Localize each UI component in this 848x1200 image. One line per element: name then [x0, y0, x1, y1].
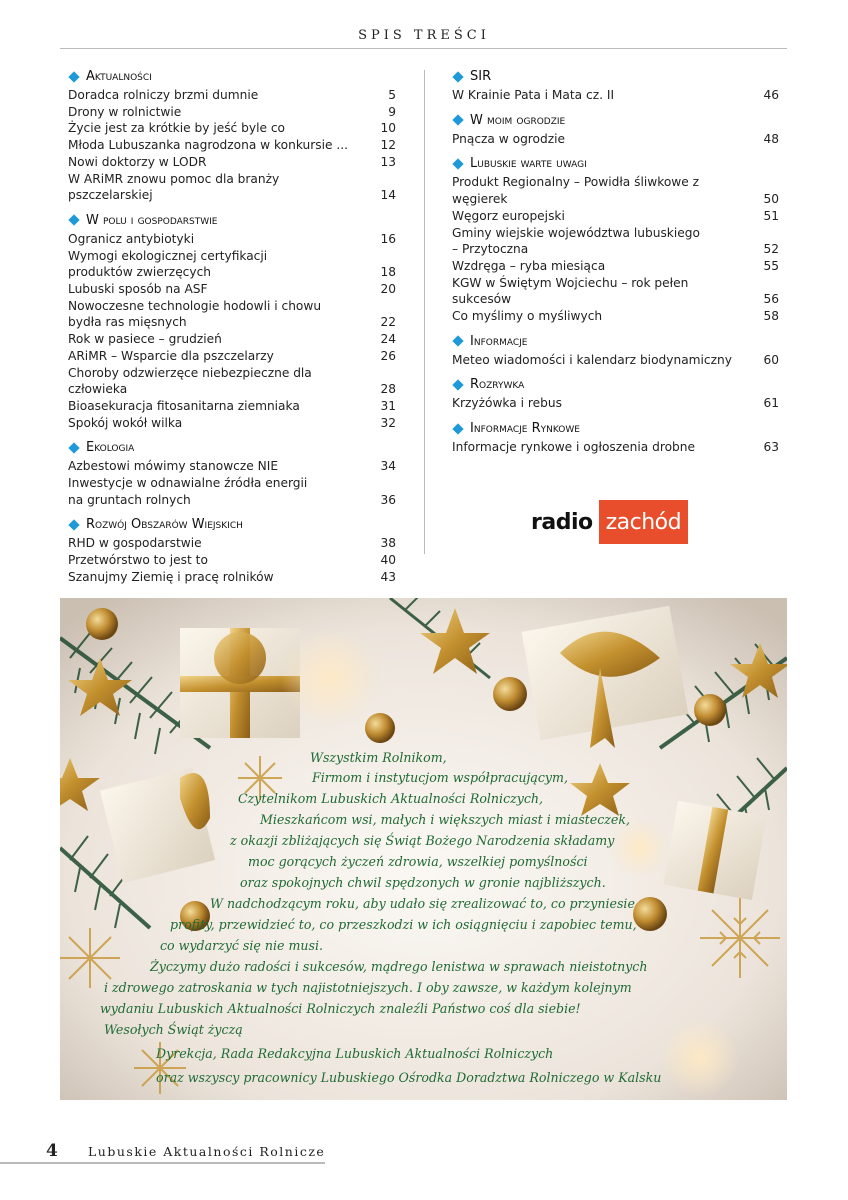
greeting-line: moc gorących życzeń zdrowia, wszelkiej pomyślności — [248, 854, 588, 869]
footer-divider — [0, 1162, 325, 1164]
toc-entry-page: 46 — [763, 88, 779, 102]
toc-entry-page: 20 — [380, 282, 396, 297]
diamond-bullet-icon — [68, 519, 79, 530]
section-heading — [452, 68, 779, 85]
toc-entry[interactable] — [68, 458, 396, 475]
toc-entry[interactable] — [452, 352, 779, 369]
toc-entry[interactable] — [68, 248, 396, 281]
toc-entry[interactable] — [452, 308, 779, 325]
toc-entry[interactable] — [68, 398, 396, 415]
toc-entry[interactable] — [452, 395, 779, 412]
toc-entry-page: 14 — [380, 188, 396, 203]
toc-entry[interactable] — [452, 208, 779, 225]
toc-entry[interactable] — [68, 104, 396, 121]
toc-entry[interactable] — [68, 231, 396, 248]
toc-section — [452, 68, 779, 104]
toc-entry[interactable] — [452, 225, 779, 258]
toc-entry[interactable] — [68, 475, 396, 508]
toc-entry-title: RHD w gospodarstwie — [68, 536, 202, 551]
toc-entry-page: 16 — [380, 231, 396, 246]
toc-entry-title: Co myślimy o myśliwych — [452, 309, 603, 324]
toc-entry-title: Azbestowi mówimy stanowcze NIE — [68, 459, 279, 474]
toc-entry[interactable] — [68, 552, 396, 569]
toc-entry-title: Meteo wiadomości i kalendarz biodynamiczny — [452, 352, 732, 367]
section-heading-label: Lubuskie warte uwagi — [470, 156, 587, 172]
toc-entry-page: 50 — [763, 192, 779, 207]
greeting-line: Wesołych Świąt życzą — [104, 1022, 243, 1037]
toc-entry[interactable] — [452, 131, 779, 148]
toc-entry-page: 9 — [388, 104, 396, 119]
toc-entry-page: 40 — [380, 553, 396, 568]
toc-entry[interactable] — [68, 348, 396, 365]
toc-entry-title: Wzdręga – ryba miesiąca — [452, 258, 606, 273]
toc-entry[interactable] — [68, 535, 396, 552]
toc-entry-title: Doradca rolniczy brzmi dumnie — [68, 88, 259, 102]
section-heading-label: SIR — [470, 69, 492, 84]
toc-entry-page: 34 — [380, 459, 396, 474]
toc-entry-page: 18 — [380, 265, 396, 280]
toc-entry-title: Przetwórstwo to jest to — [68, 553, 208, 568]
section-heading-label: Rozrywka — [470, 377, 525, 393]
toc-entry-page: 38 — [380, 536, 396, 551]
section-heading-label: W moim ogrodzie — [470, 112, 566, 128]
section-heading — [68, 212, 396, 229]
toc-entry-title: W Krainie Pata i Mata cz. II — [452, 88, 615, 102]
greeting-text — [60, 598, 787, 1100]
toc-section — [68, 516, 396, 585]
toc-entry-title: Inwestycje w odnawialne źródła energii na gruntach rolnych — [68, 476, 308, 507]
greeting-line: i zdrowego zatroskania w tych najistotniejszych. I oby zawsze, w każdym kolejnym — [104, 980, 632, 995]
section-heading — [452, 333, 779, 350]
toc-section — [68, 212, 396, 431]
toc-entry[interactable] — [68, 137, 396, 154]
section-heading — [452, 155, 779, 172]
toc-entry-page: 58 — [763, 309, 779, 324]
footer-page-number: 4 — [46, 1141, 58, 1161]
toc-entry-title: Produkt Regionalny – Powidła śliwkowe z węgierek — [452, 175, 700, 207]
toc-entry[interactable] — [68, 154, 396, 171]
toc-entry-title: Informacje rynkowe i ogłoszenia drobne — [452, 440, 695, 455]
footer-publication-title: Lubuskie Aktualności Rolnicze — [88, 1144, 326, 1159]
toc-section — [68, 68, 396, 204]
toc-section — [452, 112, 779, 148]
greeting-line: Życzymy dużo radości i sukcesów, mądrego lenistwa w sprawach nieistotnych — [150, 959, 648, 974]
toc-entry-page: 28 — [380, 382, 396, 397]
toc-entry-page: 51 — [763, 208, 779, 223]
toc-entry-page: 32 — [380, 415, 396, 430]
section-heading-label: Informacje Rynkowe — [470, 421, 580, 437]
toc-entry-page: 63 — [763, 440, 779, 455]
section-heading-label: Ekologia — [86, 440, 135, 456]
toc-entry-page: 48 — [763, 131, 779, 146]
toc-section — [68, 439, 396, 508]
toc-entry[interactable] — [68, 331, 396, 348]
greeting-line: oraz spokojnych chwil spędzonych w gronie najbliższych. — [240, 875, 606, 890]
toc-entry-title: Lubuski sposób na ASF — [68, 282, 208, 297]
logo-word-radio: radio — [531, 509, 593, 535]
section-heading-label: Aktualności — [86, 69, 152, 84]
diamond-bullet-icon — [68, 215, 79, 226]
toc-entry-title: ARiMR – Wsparcie dla pszczelarzy — [68, 348, 274, 363]
toc-entry[interactable] — [68, 281, 396, 298]
toc-entry[interactable] — [452, 87, 779, 104]
toc-entry-page: 43 — [380, 569, 396, 584]
toc-entry-title: Młoda Lubuszanka nagrodzona w konkursie ... — [68, 138, 348, 153]
toc-entry-title: Wymogi ekologicznej certyfikacji produktów zwierzęcych — [68, 248, 268, 280]
toc-entry-page: 52 — [763, 242, 779, 257]
toc-entry-title: Gminy wiejskie województwa lubuskiego – Przytoczna — [452, 225, 700, 257]
toc-entry-title: Ogranicz antybiotyki — [68, 231, 195, 246]
toc-entry-title: Bioasekuracja fitosanitarna ziemniaka — [68, 398, 300, 413]
toc-entry-title: Węgorz europejski — [452, 208, 565, 223]
toc-entry-title: Drony w rolnictwie — [68, 104, 182, 119]
toc-entry-page: 12 — [380, 138, 396, 153]
greeting-line: profity, przewidzieć to, co przeszkodzi w ich osiągnięciu i zapobiec temu, — [170, 917, 637, 932]
toc-entry[interactable] — [68, 120, 396, 137]
section-heading-label: W polu i gospodarstwie — [86, 212, 218, 228]
section-heading — [68, 439, 396, 456]
toc-entry-title: Nowi doktorzy w LODR — [68, 154, 207, 169]
christmas-greeting-card — [60, 598, 787, 1100]
toc-entry[interactable] — [452, 174, 779, 207]
greeting-line: oraz wszyscy pracownicy Lubuskiego Ośrodka Doradztwa Rolniczego w Kalsku — [156, 1070, 662, 1085]
toc-entry-title: KGW w Świętym Wojciechu – rok pełen sukcesów — [452, 275, 689, 307]
toc-entry-page: 31 — [380, 398, 396, 413]
toc-entry-page: 22 — [380, 315, 396, 330]
toc-entry-page: 55 — [763, 258, 779, 273]
toc-entry[interactable] — [68, 87, 396, 104]
toc-entry-page: 61 — [763, 396, 779, 411]
toc-section — [452, 155, 779, 324]
section-heading-label: Rozwój Obszarów Wiejskich — [86, 517, 243, 533]
toc-entry-page: 60 — [763, 352, 779, 367]
toc-entry[interactable] — [68, 171, 396, 204]
toc-entry-page: 24 — [380, 332, 396, 347]
toc-entry-title: Pnącza w ogrodzie — [452, 131, 566, 146]
diamond-bullet-icon — [452, 336, 463, 347]
toc-entry-title: Krzyżówka i rebus — [452, 396, 562, 411]
toc-section — [452, 376, 779, 412]
section-heading — [452, 376, 779, 393]
toc-entry[interactable] — [68, 569, 396, 586]
toc-entry-page: 5 — [388, 88, 396, 102]
section-heading — [452, 420, 779, 437]
toc-entry-page: 10 — [380, 121, 396, 136]
greeting-line: Firmom i instytucjom współpracującym, — [312, 770, 568, 785]
toc-section — [452, 420, 779, 456]
diamond-bullet-icon — [68, 71, 79, 82]
toc-right-column — [452, 68, 779, 464]
greeting-line: Mieszkańcom wsi, małych i większych miast i miasteczek, — [260, 812, 630, 827]
toc-entry-page: 36 — [380, 492, 396, 507]
greeting-line: Dyrekcja, Rada Redakcyjna Lubuskich Aktualności Rolniczych — [156, 1046, 554, 1061]
greeting-line: W nadchodzącym roku, aby udało się zrealizować to, co przyniesie — [210, 896, 635, 911]
section-heading-label: Informacje — [470, 333, 528, 349]
toc-entry[interactable] — [452, 439, 779, 456]
toc-entry[interactable] — [68, 298, 396, 331]
toc-entry[interactable] — [452, 275, 779, 308]
toc-entry-title: Spokój wokół wilka — [68, 415, 183, 430]
section-heading — [68, 68, 396, 85]
toc-section — [452, 333, 779, 369]
toc-entry-title: W ARiMR znowu pomoc dla branży pszczelarskiej — [68, 171, 280, 203]
toc-entry-title: Nowoczesne technologie hodowli i chowu bydła ras mięsnych — [68, 298, 322, 330]
radio-zachod-logo[interactable] — [531, 500, 688, 544]
toc-entry-title: Rok w pasiece – grudzień — [68, 332, 222, 347]
toc-entry-title: Szanujmy Ziemię i pracę rolników — [68, 569, 274, 584]
diamond-bullet-icon — [452, 71, 463, 82]
toc-entry[interactable] — [68, 415, 396, 432]
diamond-bullet-icon — [68, 442, 79, 453]
greeting-line: Czytelnikom Lubuskich Aktualności Rolniczych, — [238, 791, 544, 806]
diamond-bullet-icon — [452, 158, 463, 169]
greeting-line: wydaniu Lubuskich Aktualności Rolniczych znaleźli Państwo coś dla siebie! — [100, 1001, 581, 1016]
toc-left-column — [68, 68, 396, 594]
toc-entry[interactable] — [452, 258, 779, 275]
greeting-line: Wszystkim Rolnikom, — [310, 750, 447, 765]
greeting-line: co wydarzyć się nie musi. — [160, 938, 324, 953]
toc-entry-title: Choroby odzwierzęce niebezpieczne dla człowieka — [68, 365, 312, 397]
section-heading — [452, 112, 779, 129]
toc-entry-page: 56 — [763, 292, 779, 307]
greeting-line: z okazji zbliżających się Świąt Bożego Narodzenia składamy — [230, 833, 615, 848]
toc-entry-page: 26 — [380, 348, 396, 363]
toc-entry-page: 13 — [380, 154, 396, 169]
header-divider — [60, 48, 787, 49]
diamond-bullet-icon — [452, 423, 463, 434]
page-title: SPIS TREŚCI — [358, 28, 490, 43]
diamond-bullet-icon — [452, 379, 463, 390]
diamond-bullet-icon — [452, 115, 463, 126]
logo-word-zachod: zachód — [599, 500, 689, 544]
toc-entry[interactable] — [68, 365, 396, 398]
toc-entry-title: Życie jest za krótkie by jeść byle co — [68, 121, 285, 136]
column-divider — [424, 70, 425, 554]
section-heading — [68, 516, 396, 533]
